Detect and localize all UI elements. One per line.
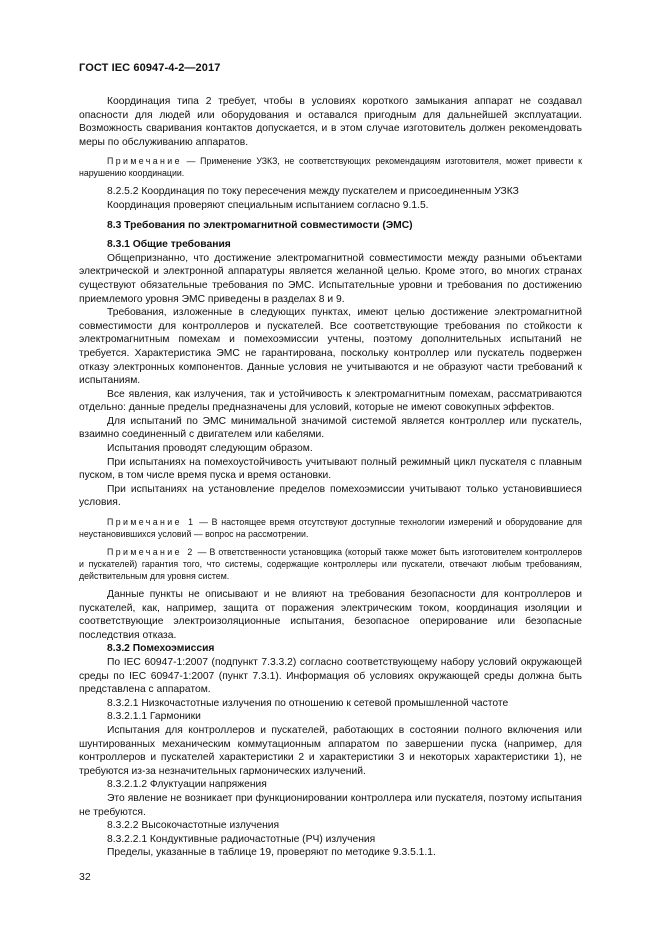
note-paragraph <box>79 546 582 582</box>
body-paragraph: 8.2.5.2 Координация по току пересечения между пускателем и присоединенным УЗКЗ <box>107 186 519 198</box>
note-label: Примечание 1 <box>107 517 196 528</box>
body-paragraph: 8.3.2.1.2 Флуктуации напряжения <box>107 779 267 791</box>
body-paragraph: 8.3.2.2.1 Кондуктивные радиочастотные (РЧ) излучения <box>107 833 376 845</box>
note-label: Примечание 2 <box>107 547 195 558</box>
body-paragraph: Это явление не возникает при функционировании контроллера или пускателя, поэтому испытания не требуются. <box>79 792 582 818</box>
body-paragraph: 8.3.2.1 Низкочастотные излучения по отношению к сетевой промышленной частоте <box>107 697 509 709</box>
note-paragraph <box>79 155 582 179</box>
body-paragraph: По IEC 60947-1:2007 (подпункт 7.3.3.2) согласно соответствующему набору условий окружающей среды по IEC 60947-1:2007 (пункт 7.3.1). Информация об условиях окружающей среды должна быть представлена с аппаратом. <box>79 657 582 696</box>
note-label: Примечание <box>107 156 182 167</box>
document-header: ГОСТ IEC 60947-4-2—2017 <box>79 62 221 74</box>
body-paragraph: Все явления, как излучения, так и устойчивость к электромагнитным помехам, рассматриваются отдельно: данные пределы предназначены для условий, которые не имеют совокупных эффектов. <box>79 388 582 414</box>
body-paragraph: Общепризнанно, что достижение электромагнитной совместимости между разными объектами электрической и электронной аппаратуры является желанной целью. Кроме этого, во многих странах существуют обязательные требования по ЭМС. Испытательные уровни и требования по достижению приемлемого уровня ЭМС приведены в разделах 8 и 9. <box>79 252 582 305</box>
section-heading: 8.3.1 Общие требования <box>107 239 231 251</box>
section-heading: 8.3 Требования по электромагнитной совместимости (ЭМС) <box>107 219 413 231</box>
note-text: — В настоящее время отсутствуют доступные технологии измерений и оборудование для неустановившихся условий — вопрос на рассмотрении. <box>79 517 582 540</box>
note-text: — Применение УЗКЗ, не соответствующих рекомендациям изготовителя, может привести к нарушению координации. <box>79 156 582 179</box>
body-paragraph: Пределы, указанные в таблице 19, проверяют по методике 9.3.5.1.1. <box>107 847 436 859</box>
body-paragraph: Испытания проводят следующим образом. <box>107 443 313 455</box>
body-paragraph: 8.3.2.1.1 Гармоники <box>107 711 201 723</box>
body-paragraph: Требования, изложенные в следующих пунктах, имеют целью достижение электромагнитной совместимости для контроллеров и пускателей. Все соответствующие требования по стойкости к электромагнитным помехам и помехоэмиссии учтены, поэтому дополнительных испытаний не требуется. Характеристика ЭМС не гарантирована, поскольку контроллер или пускатель подвержен отказу электронных компонентов. Данные условия не учитываются и не образуют части требований к испытаниям. <box>79 307 582 387</box>
body-paragraph: Координация типа 2 требует, чтобы в условиях короткого замыкания аппарат не создавал опасности для людей или оборудования и оставался пригодным для дальнейшей эксплуатации. Возможность сваривания контактов допускается, и в этом случае изготовитель должен рекомендовать меры по обслуживанию аппаратов. <box>79 96 582 148</box>
note-paragraph <box>79 516 582 540</box>
body-paragraph: Координация проверяют специальным испытанием согласно 9.1.5. <box>107 199 429 211</box>
page-number: 32 <box>79 871 91 883</box>
body-paragraph: Данные пункты не описывают и не влияют на требования безопасности для контроллеров и пускателей, как, например, защита от поражения электрическим током, координация изоляции и соответствующие электроизоляционные испытания, безопасное оперирование или безопасные последствия отказа. <box>79 589 582 641</box>
body-paragraph: При испытаниях на помехоустойчивость учитывают полный режимный цикл пускателя с плавным пуском, в том числе время пуска и время остановки. <box>79 456 582 482</box>
note-text: — В ответственности установщика (который также может быть изготовителем контроллеров и пускателей) гарантия того, что системы, содержащие контроллеры или пускатели, отвечают любым требованиям, действительным для уровня систем. <box>79 547 582 582</box>
body-paragraph: 8.3.2.2 Высокочастотные излучения <box>107 820 280 832</box>
body-paragraph: Для испытаний по ЭМС минимальной значимой системой является контроллер или пускатель, взаимно соединенный с двигателем или кабелями. <box>79 415 582 441</box>
body-paragraph: При испытаниях на установление пределов помехоэмиссии учитывают только установившиеся условия. <box>79 483 582 509</box>
document-body <box>79 95 582 860</box>
body-paragraph: Испытания для контроллеров и пускателей, работающих в состоянии полного включения или шунтированных механическим коммутационным аппаратом по завершении пуска (например, для контроллеров и пускателей характеристики 2 и характеристики 3 и некоторых характеристики 1), не требуются из-за незначительных гармонических излучений. <box>79 724 582 777</box>
section-heading: 8.3.2 Помехоэмиссия <box>107 643 215 655</box>
